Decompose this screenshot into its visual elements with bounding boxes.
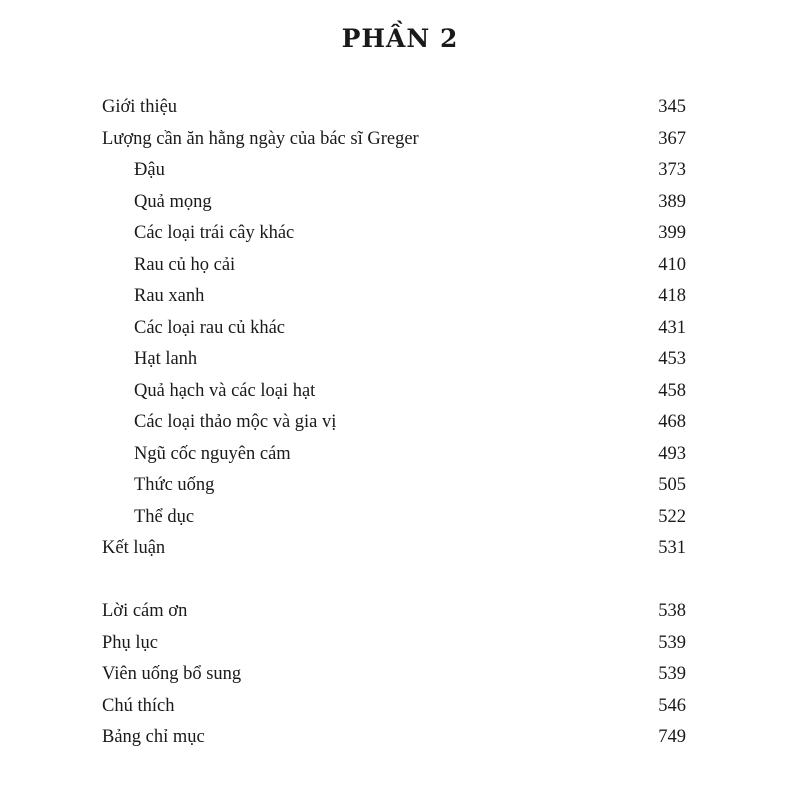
toc-entry-title: Bảng chỉ mục — [102, 727, 205, 747]
toc-entry-title: Viên uống bổ sung — [102, 664, 242, 684]
toc-entry-title: Thức uống — [134, 475, 215, 495]
toc-entry-page: 531 — [658, 538, 686, 558]
toc-entry-page: 389 — [658, 191, 686, 212]
toc-entry-title: Kết luận — [102, 538, 166, 558]
toc-entry-dau[interactable] — [102, 155, 686, 187]
group-spacer — [102, 565, 686, 597]
table-of-contents — [102, 92, 686, 754]
toc-entry-rau-xanh[interactable] — [102, 281, 686, 313]
toc-entry-title: Ngũ cốc nguyên cám — [134, 443, 291, 464]
toc-entry-qua-hach[interactable] — [102, 376, 686, 408]
toc-entry-qua-mong[interactable] — [102, 187, 686, 219]
toc-entry-page: 373 — [658, 160, 686, 180]
toc-entry-title: Rau củ họ cải — [134, 254, 236, 275]
toc-entry-title: Giới thiệu — [102, 97, 178, 117]
toc-entry-page: 410 — [658, 254, 686, 275]
toc-entry-title: Quả hạch và các loại hạt — [134, 380, 316, 401]
toc-entry-title: Các loại rau củ khác — [134, 317, 286, 338]
toc-entry-bang-chi-muc[interactable] — [102, 722, 686, 754]
toc-entry-page: 505 — [658, 475, 686, 495]
toc-entry-title: Đậu — [134, 160, 165, 180]
toc-entry-title: Các loại thảo mộc và gia vị — [134, 412, 337, 432]
toc-entry-page: 522 — [658, 506, 686, 527]
toc-entry-page: 539 — [658, 632, 686, 653]
toc-entry-page: 458 — [658, 380, 686, 401]
toc-entry-title: Lời cám ơn — [102, 601, 188, 621]
toc-entry-the-duc[interactable] — [102, 502, 686, 534]
toc-entry-hat-lanh[interactable] — [102, 344, 686, 376]
toc-entry-thuc-uong[interactable] — [102, 470, 686, 502]
toc-entry-rau-cu-khac[interactable] — [102, 313, 686, 345]
toc-entry-thao-moc[interactable] — [102, 407, 686, 439]
toc-entry-ket-luan[interactable] — [102, 533, 686, 565]
toc-entry-page: 367 — [658, 128, 686, 149]
toc-entry-page: 546 — [658, 695, 686, 716]
toc-entry-title: Thể dục — [134, 506, 195, 527]
toc-entry-title: Quả mọng — [134, 191, 212, 212]
toc-entry-chu-thich[interactable] — [102, 691, 686, 723]
toc-entry-rau-cu-ho-cai[interactable] — [102, 250, 686, 282]
toc-entry-page: 749 — [658, 727, 686, 747]
toc-entry-title: Phụ lục — [102, 632, 159, 653]
toc-entry-page: 399 — [658, 223, 686, 243]
toc-entry-title: Hạt lanh — [134, 349, 198, 369]
toc-entry-title: Các loại trái cây khác — [134, 223, 295, 243]
toc-entry-page: 538 — [658, 601, 686, 621]
toc-entry-page: 418 — [658, 286, 686, 306]
toc-entry-loi-cam-on[interactable] — [102, 596, 686, 628]
toc-entry-vien-uong[interactable] — [102, 659, 686, 691]
toc-entry-phu-luc[interactable] — [102, 628, 686, 660]
section-heading: PHẦN 2 — [341, 24, 459, 53]
toc-entry-trai-cay-khac[interactable] — [102, 218, 686, 250]
toc-entry-page: 493 — [658, 443, 686, 464]
toc-entry-page: 539 — [658, 664, 686, 684]
toc-entry-gioi-thieu[interactable] — [102, 92, 686, 124]
toc-entry-page: 468 — [658, 412, 686, 432]
toc-entry-title: Rau xanh — [134, 286, 205, 306]
toc-entry-ngu-coc[interactable] — [102, 439, 686, 471]
toc-entry-page: 345 — [658, 97, 686, 117]
toc-entry-title: Lượng cần ăn hằng ngày của bác sĩ Greger — [102, 128, 419, 149]
toc-entry-title: Chú thích — [102, 695, 175, 716]
toc-entry-page: 431 — [658, 317, 686, 338]
toc-entry-luong-can-an[interactable] — [102, 124, 686, 156]
toc-entry-page: 453 — [658, 349, 686, 369]
